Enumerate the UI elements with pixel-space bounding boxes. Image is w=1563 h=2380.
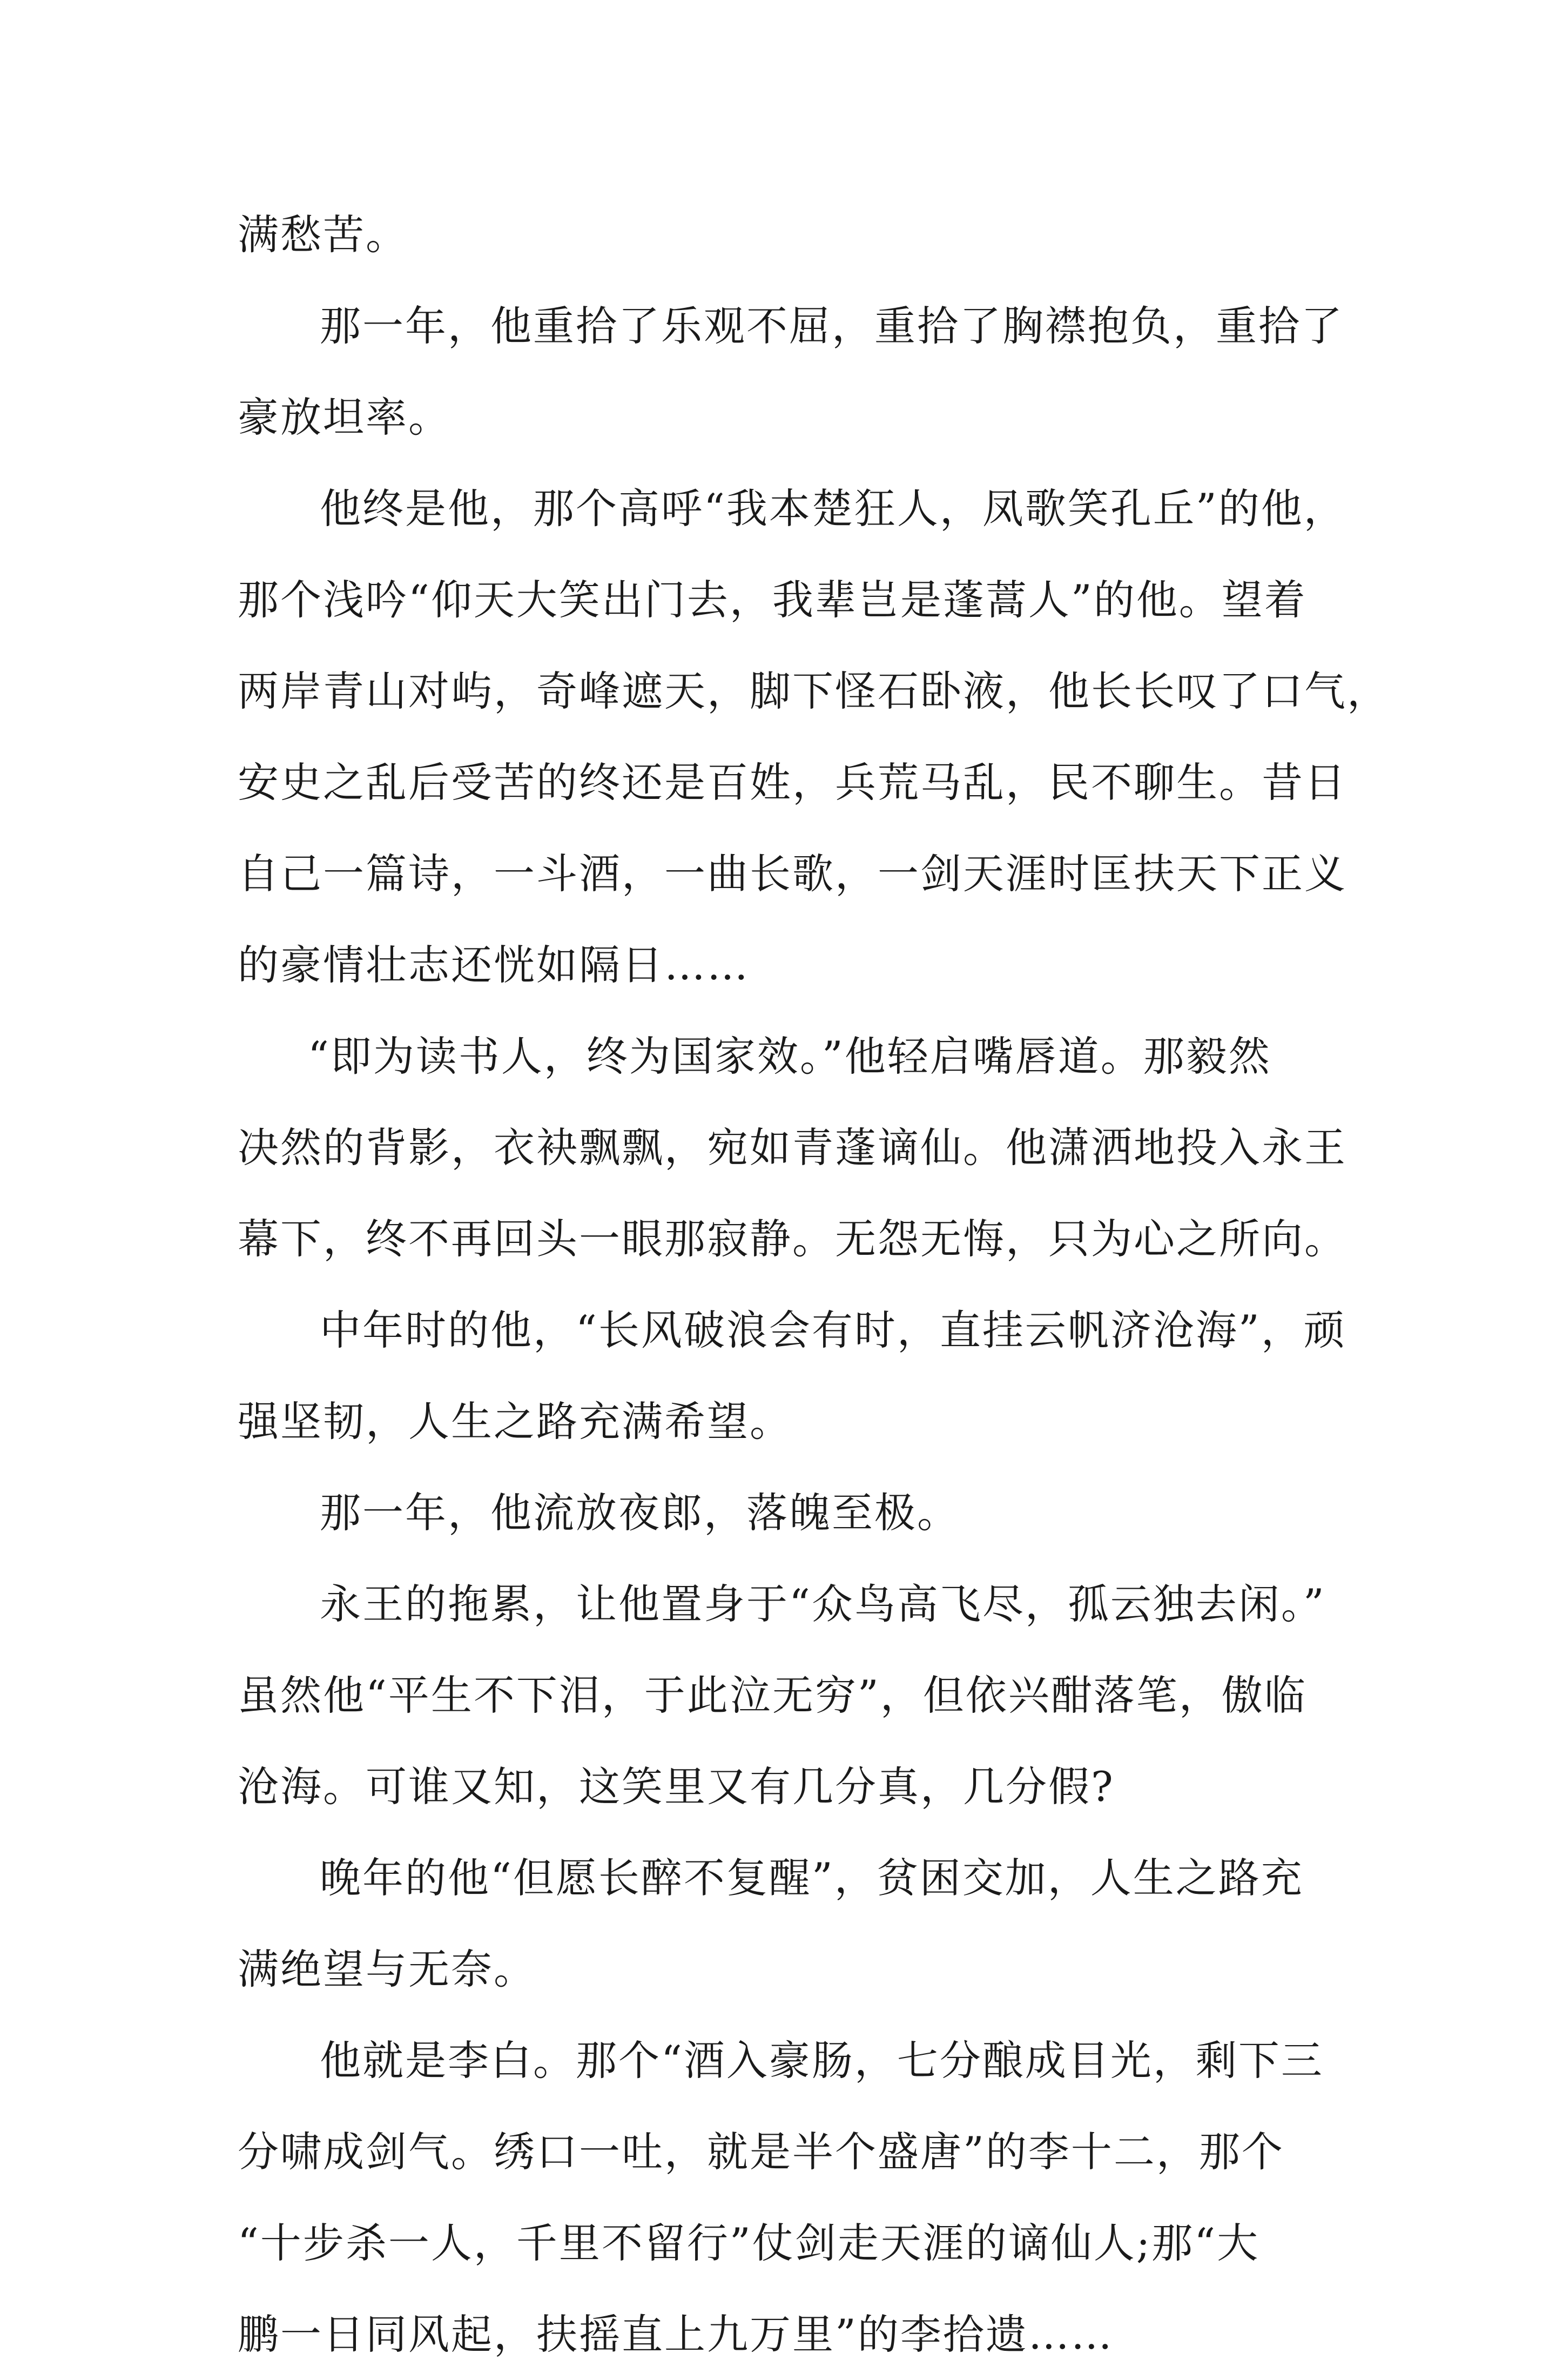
text-line-7: 安史之乱后受苦的终还是百姓，兵荒马乱，民不聊生。昔日 [238, 758, 1347, 806]
text-line-20: 满绝望与无奈。 [238, 1945, 536, 1993]
paragraph-start-line: 晚年的他“但愿长醉不复醒”，贫困交加，人生之路充 [320, 1854, 1304, 1902]
text-line-5: 那个浅吟“仰天大笑出门去，我辈岂是蓬蒿人”的他。望着 [238, 576, 1307, 624]
text-line-23: “十步杀一人，千里不留行”仗剑走天涯的谪仙人;那“大 [238, 2219, 1260, 2267]
paragraph-start-line: 中年时的他，“长风破浪会有时，直挂云帆济沧海”，顽 [320, 1306, 1346, 1354]
text-line-8: 自己一篇诗，一斗酒，一曲长歌，一剑天涯时匡扶天下正义 [238, 850, 1347, 898]
text-line-11: 决然的背影，衣袂飘飘，宛如青蓬谪仙。他潇洒地投入永王 [238, 1124, 1347, 1172]
text-line-22: 分啸成剑气。绣口一吐，就是半个盛唐”的李十二，那个 [238, 2128, 1284, 2176]
text-line-3: 豪放坦率。 [238, 393, 451, 441]
text-line-9: 的豪情壮志还恍如隔日…… [238, 941, 750, 989]
text-line-6: 两岸青山对屿，奇峰遮天，脚下怪石卧液，他长长叹了口气， [238, 667, 1390, 715]
text-line-14: 强坚韧，人生之路充满希望。 [238, 1397, 792, 1446]
paragraph-start-line: 他终是他，那个高呼“我本楚狂人，凤歌笑孔丘”的他， [320, 485, 1346, 533]
text-line-12: 幕下，终不再回头一眼那寂静。无怨无悔，只为心之所向。 [238, 1215, 1347, 1263]
paragraph-start-line: “即为读书人，终为国家效。”他轻启嘴唇道。那毅然 [308, 1032, 1271, 1080]
paragraph-start-line: 那一年，他流放夜郎，落魄至极。 [320, 1489, 960, 1537]
text-line-24: 鹏一日同风起，扶摇直上九万里”的李拾遗…… [238, 2310, 1114, 2358]
document-page [238, 189, 1390, 2380]
paragraph-start-line: 他就是李白。那个“酒入豪肠，七分酿成目光，剩下三 [320, 2036, 1324, 2085]
paragraph-start-line: 永王的拖累，让他置身于“众鸟高飞尽，孤云独去闲。” [320, 1580, 1326, 1628]
paragraph-start-line: 那一年，他重拾了乐观不屈，重拾了胸襟抱负，重拾了 [320, 302, 1344, 350]
text-line-17: 虽然他“平生不下泪，于此泣无穷”，但依兴酣落笔，傲临 [238, 1671, 1307, 1719]
text-line-1: 满愁苦。 [238, 211, 408, 259]
text-line-18: 沧海。可谁又知，这笑里又有几分真，几分假? [238, 1763, 1115, 1811]
